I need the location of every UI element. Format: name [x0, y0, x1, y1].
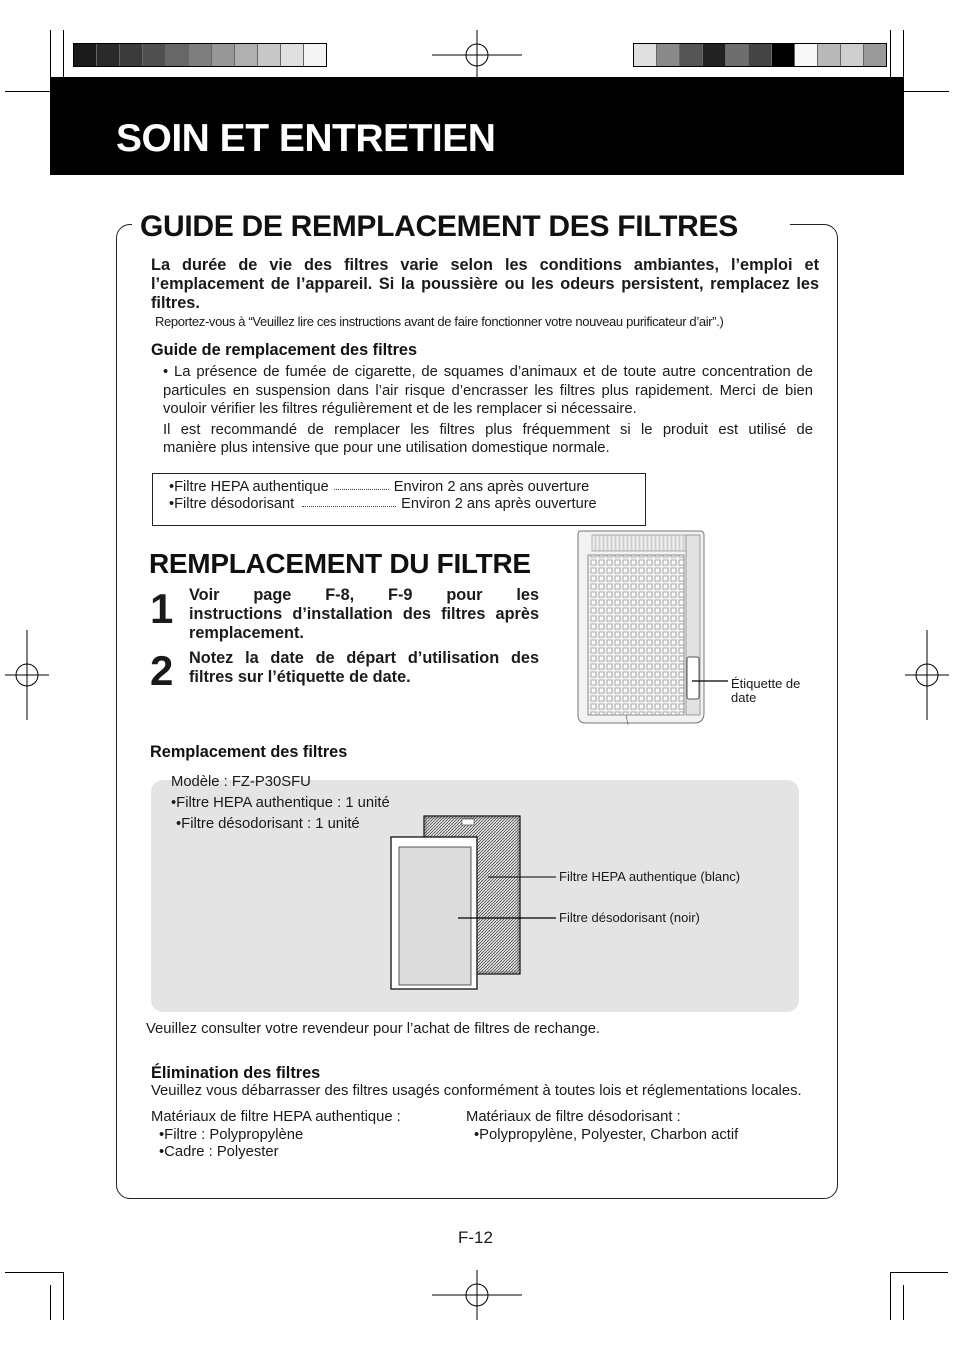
page-number: F-12 — [458, 1228, 493, 1247]
hepa-quantity: •Filtre HEPA authentique : 1 unité — [171, 795, 390, 811]
header-bar — [50, 77, 904, 175]
air-purifier-illustration — [574, 527, 708, 727]
disposal-subheading: Élimination des filtres — [151, 1064, 321, 1082]
lifespan-duration: Environ 2 ans après ouverture — [401, 496, 597, 512]
guide-paragraph-1: • La présence de fumée de cigarette, de squames d’animaux et de toute autre concentration de particules en suspension dans l’air risque d’encrasser les filtres plus rapidement. Merci de bien vouloir vérifier les filtres régulièrement et de les remplacer si nécessaire. — [163, 364, 813, 417]
hepa-callout-line — [488, 872, 558, 882]
hepa-material-item: •Filtre : Polypropylène — [159, 1127, 304, 1143]
intro-text: La durée de vie des filtres varie selon les conditions ambiantes, l’emploi et l’emplacement de l’appareil. Si la poussière ou les odeurs persistent, remplacez les filtres. — [151, 256, 819, 312]
hepa-materials-title: Matériaux de filtre HEPA authentique : — [151, 1109, 401, 1125]
registration-mark-left — [5, 630, 49, 720]
deodorizing-material-item: •Polypropylène, Polyester, Charbon actif — [474, 1127, 739, 1143]
guide-subheading: Guide de remplacement des filtres — [151, 341, 418, 359]
intro-note: Reportez-vous à “Veuillez lire ces instructions avant de faire fonctionner votre nouveau purificateur d’air”.) — [155, 314, 724, 329]
step-1-text: instructions d’installation des filtres après remplacement. — [189, 605, 539, 642]
lifespan-filter-label: •Filtre désodorisant — [169, 496, 295, 512]
date-label-leader-line — [692, 676, 732, 686]
replacement-section-title: REMPLACEMENT DU FILTRE — [149, 548, 531, 579]
dealer-note: Veuillez consulter votre revendeur pour l’achat de filtres de rechange. — [146, 1021, 601, 1037]
disposal-text: Veuillez vous débarrasser des filtres usagés conformément à toutes lois et réglementations locales. — [151, 1083, 802, 1099]
model-number: Modèle : FZ-P30SFU — [171, 774, 311, 790]
color-swatches-right — [633, 43, 887, 67]
registration-mark-bottom — [432, 1270, 522, 1320]
leader-dots — [302, 506, 396, 507]
step-2-text: Notez la date de départ d’utilisation des filtres sur l’étiquette de date. — [189, 649, 539, 686]
guide-paragraph-2-line-1: Il est recommandé de remplacer les filtres plus fréquemment si le produit est utilisé de — [163, 422, 813, 438]
lifespan-box — [152, 473, 646, 526]
filters-illustration — [388, 813, 528, 993]
hepa-material-item: •Cadre : Polyester — [159, 1144, 279, 1160]
deodorizing-filter-callout: Filtre désodorisant (noir) — [559, 910, 700, 925]
guide-section-title: GUIDE DE REMPLACEMENT DES FILTRES — [140, 210, 738, 243]
leader-dots — [334, 489, 389, 490]
deodorizing-quantity: •Filtre désodorisant : 1 unité — [176, 816, 360, 832]
date-label-callout: Étiquette de date — [731, 676, 801, 705]
lifespan-row-deodorizing — [169, 496, 597, 512]
hepa-filter-callout: Filtre HEPA authentique (blanc) — [559, 869, 741, 884]
registration-mark-top — [432, 30, 522, 80]
deodorizing-callout-line — [458, 913, 558, 923]
lifespan-duration: Environ 2 ans après ouverture — [393, 479, 590, 495]
page-title: SOIN ET ENTRETIEN — [116, 117, 496, 160]
step-1-line-1: Voir page F-8, F-9 pour les — [189, 586, 539, 604]
step-1-number: 1 — [150, 585, 174, 632]
lifespan-filter-label: •Filtre HEPA authentique — [169, 479, 329, 495]
deodorizing-materials-title: Matériaux de filtre désodorisant : — [466, 1109, 681, 1125]
registration-mark-right — [905, 630, 949, 720]
color-swatches-left — [73, 43, 327, 67]
guide-paragraph-2-line-2: manière plus intensive que pour une utilisation domestique normale. — [163, 440, 610, 456]
filter-replacement-subheading: Remplacement des filtres — [150, 743, 348, 761]
lifespan-row-hepa — [169, 479, 589, 495]
step-2-number: 2 — [150, 647, 174, 694]
